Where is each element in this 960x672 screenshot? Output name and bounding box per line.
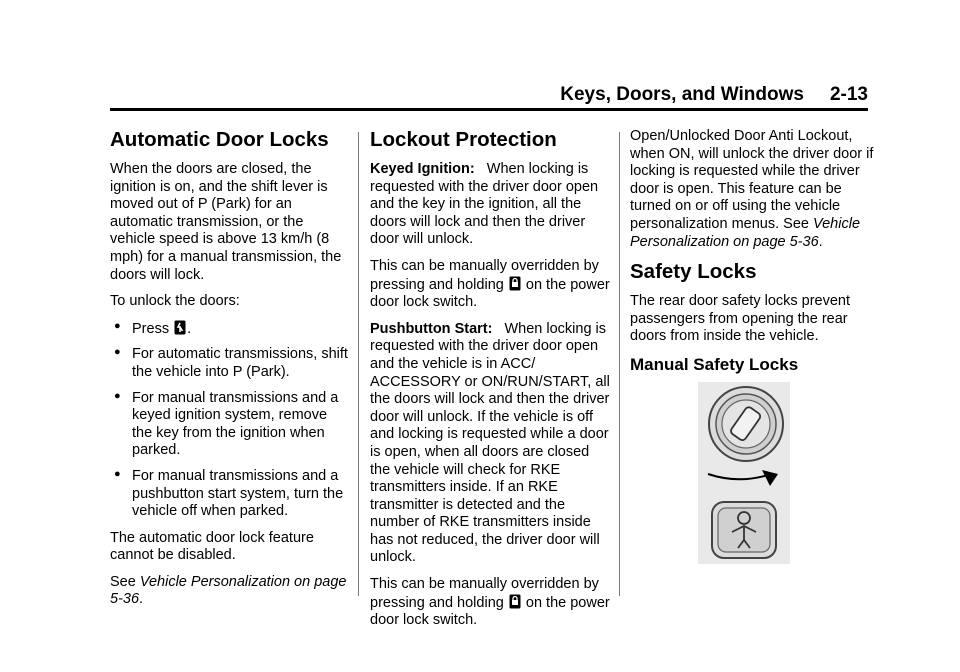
heading-automatic-door-locks: Automatic Door Locks (110, 128, 329, 151)
safety-lock-figure-svg (698, 382, 790, 564)
cross-reference-link: Vehicle Personalization on page 5-36 (630, 215, 861, 250)
column-divider (619, 132, 620, 596)
bullet-icon: ● (114, 389, 121, 402)
paragraph-override-2: This can be manually overridden by pressing and holding on the power door lock switch. (370, 576, 610, 629)
column-2 (370, 128, 610, 639)
unlock-key-icon (174, 320, 186, 335)
column-1 (110, 128, 350, 618)
pushbutton-start-label: Pushbutton Start: (370, 320, 493, 337)
paragraph-safety-locks: The rear door safety locks prevent passengers from opening the rear doors from inside the vehicle. (630, 293, 851, 345)
unlock-steps-list (110, 320, 350, 521)
paragraph-keyed-ignition: Keyed Ignition: When locking is requested with the driver door open and the key in the ignition, all the doors will lock and then the driver door will unlock. (370, 161, 599, 248)
paragraph-to-unlock: To unlock the doors: (110, 293, 240, 310)
bullet-icon: ● (114, 467, 121, 480)
heading-lockout-protection: Lockout Protection (370, 128, 557, 151)
list-item: ● For manual transmissions and a keyed ignition system, remove the key from the ignition when parked. (114, 389, 339, 459)
header-section-title: Keys, Doors, and Windows (560, 84, 804, 105)
list-item: ● For automatic transmissions, shift the vehicle into P (Park). (114, 346, 348, 380)
header-rule (110, 108, 868, 111)
paragraph-see-reference: See Vehicle Personalization on page 5-36. (110, 573, 347, 608)
header-page-number: 2-13 (829, 84, 868, 105)
bullet-icon: ● (114, 319, 121, 332)
list-item: ● For manual transmissions and a pushbutton start system, turn the vehicle off when parked. (114, 467, 344, 520)
keyed-ignition-label: Keyed Ignition: (370, 161, 475, 177)
list-item: ● Press . (114, 319, 192, 337)
lock-key-icon (509, 276, 521, 291)
bullet-icon: ● (114, 346, 121, 359)
paragraph-override-1: This can be manually overridden by pressing and holding on the power door lock switch. (370, 257, 610, 311)
lock-key-icon (509, 594, 521, 609)
paragraph-pushbutton-start: Pushbutton Start: When locking is requested with the driver door open and the vehicle is in ACC/ ACCESSORY or ON/RUN/START, all the doors will lock and then the driver door will unlock. If the vehicle is off and locking is requested while a door is open, when all doors are closed the vehicle will check for RKE transmitters inside. If an RKE transmitter is detected and the number of RKE transmitters inside has not reduced, the driver door will unlock. (370, 320, 610, 566)
child-safety-lock-illustration (698, 382, 790, 564)
column-divider (358, 132, 359, 596)
heading-safety-locks: Safety Locks (630, 260, 757, 284)
paragraph-anti-lockout: Open/Unlocked Door Anti Lockout, when ON, will unlock the driver door if locking is requested while the driver door is open. This feature can be turned on or off using the vehicle personalization menus. See Vehicle Personalization on page 5-36. (630, 128, 874, 250)
paragraph-cannot-disable: The automatic door lock feature cannot be disabled. (110, 529, 314, 564)
running-header (110, 84, 868, 106)
column-3 (630, 128, 875, 381)
paragraph-auto-lock-conditions: When the doors are closed, the ignition is on, and the shift lever is moved out of P (Park) for an automatic transmission, or the vehicle speed is above 13 km/h (8 mph) for a manual transmission, the doors will lock. (110, 161, 342, 283)
subheading-manual-safety-locks: Manual Safety Locks (630, 354, 799, 374)
cross-reference-link: Vehicle Personalization on page 5-36 (110, 573, 347, 608)
